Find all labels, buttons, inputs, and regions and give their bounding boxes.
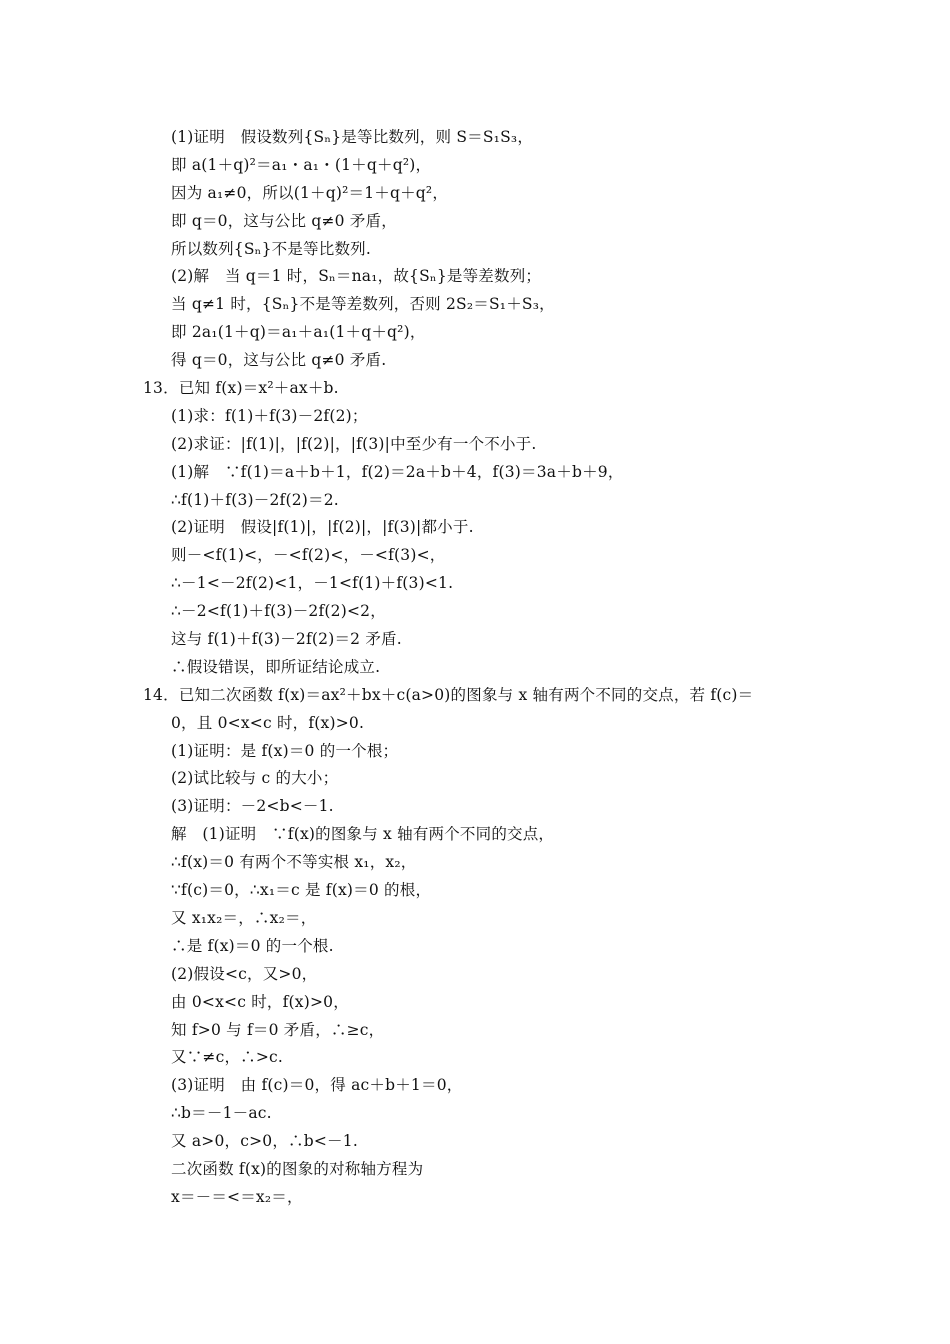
text-line: ∴f(x)＝0 有两个不等实根 x₁，x₂， bbox=[171, 853, 417, 872]
text-line: (2)假设<c，又>0， bbox=[171, 964, 318, 983]
text-line: 因为 a₁≠0，所以(1＋q)²＝1＋q＋q²， bbox=[171, 183, 449, 202]
text-line: ∴－1<－2f(2)<1，－1<f(1)＋f(3)<1. bbox=[171, 574, 454, 593]
text-line: 解 (1)证明 ∵f(x)的图象与 x 轴有两个不同的交点， bbox=[171, 825, 555, 844]
text-line: (1)证明 假设数列{Sₙ}是等比数列，则 S＝S₁S₃， bbox=[171, 128, 534, 146]
text-line: 得 q＝0，这与公比 q≠0 矛盾. bbox=[171, 351, 387, 370]
text-line: 当 q≠1 时，{Sₙ}不是等差数列，否则 2S₂＝S₁＋S₃， bbox=[171, 295, 555, 314]
text-line: (1)解 ∵f(1)＝a＋b＋1，f(2)＝2a＋b＋4，f(3)＝3a＋b＋9， bbox=[171, 462, 624, 481]
text-line: 即 q＝0，这与公比 q≠0 矛盾， bbox=[171, 211, 397, 230]
text-line: (1)求：f(1)＋f(3)－2f(2)； bbox=[171, 406, 368, 425]
text-line: 由 0<x<c 时，f(x)>0， bbox=[171, 992, 349, 1011]
text-line: (3)证明 由 f(c)＝0，得 ac＋b＋1＝0， bbox=[171, 1076, 463, 1095]
text-line: 则－<f(1)<，－<f(2)<，－<f(3)<， bbox=[171, 546, 446, 565]
text-line: (2)证明 假设|f(1)|，|f(2)|，|f(3)|都小于. bbox=[171, 518, 474, 537]
problem-line: 14．已知二次函数 f(x)＝ax²＋bx＋c(a>0)的图象与 x 轴有两个不同的交点，若 f(c)＝ bbox=[143, 685, 754, 704]
text-line: 知 f>0 与 f＝0 矛盾，∴≥c， bbox=[171, 1020, 385, 1039]
text-line: 0，且 0<x<c 时，f(x)>0. bbox=[171, 713, 365, 732]
text-line: 这与 f(1)＋f(3)－2f(2)＝2 矛盾. bbox=[171, 630, 402, 649]
document-body bbox=[0, 124, 950, 1212]
text-line: (2)试比较与 c 的大小； bbox=[171, 769, 339, 788]
text-line: ∴b＝－1－ac. bbox=[171, 1104, 272, 1123]
text-line: 二次函数 f(x)的图象的对称轴方程为 bbox=[171, 1159, 424, 1178]
text-line: x＝－＝<＝x₂＝， bbox=[171, 1187, 303, 1206]
text-line: 又 x₁x₂＝，∴x₂＝， bbox=[171, 908, 317, 927]
text-line: (2)解 当 q＝1 时，Sₙ＝na₁，故{Sₙ}是等差数列； bbox=[171, 267, 542, 286]
text-line: (3)证明：－2<b<－1. bbox=[171, 797, 334, 816]
text-line: ∴是 f(x)＝0 的一个根. bbox=[171, 936, 334, 955]
text-line: (2)求证：|f(1)|，|f(2)|，|f(3)|中至少有一个不小于. bbox=[171, 434, 537, 453]
text-line: ∴－2<f(1)＋f(3)－2f(2)<2， bbox=[171, 602, 386, 621]
text-line: 又∵≠c，∴>c. bbox=[171, 1048, 284, 1067]
text-line: ∴假设错误，即所证结论成立. bbox=[171, 657, 381, 676]
text-line: (1)证明：是 f(x)＝0 的一个根； bbox=[171, 741, 399, 760]
text-line: ∴f(1)＋f(3)－2f(2)＝2. bbox=[171, 490, 339, 509]
text-line: ∵f(c)＝0，∴x₁＝c 是 f(x)＝0 的根， bbox=[171, 881, 432, 900]
text-line: 即 2a₁(1＋q)＝a₁＋a₁(1＋q＋q²)， bbox=[171, 323, 426, 342]
text-line: 又 a>0，c>0，∴b<－1. bbox=[171, 1132, 358, 1151]
text-line: 即 a(1＋q)²＝a₁・a₁・(1＋q＋q²)， bbox=[171, 155, 432, 174]
text-line: 所以数列{Sₙ}不是等比数列. bbox=[171, 239, 371, 258]
problem-line: 13．已知 f(x)＝x²＋ax＋b. bbox=[143, 379, 339, 398]
